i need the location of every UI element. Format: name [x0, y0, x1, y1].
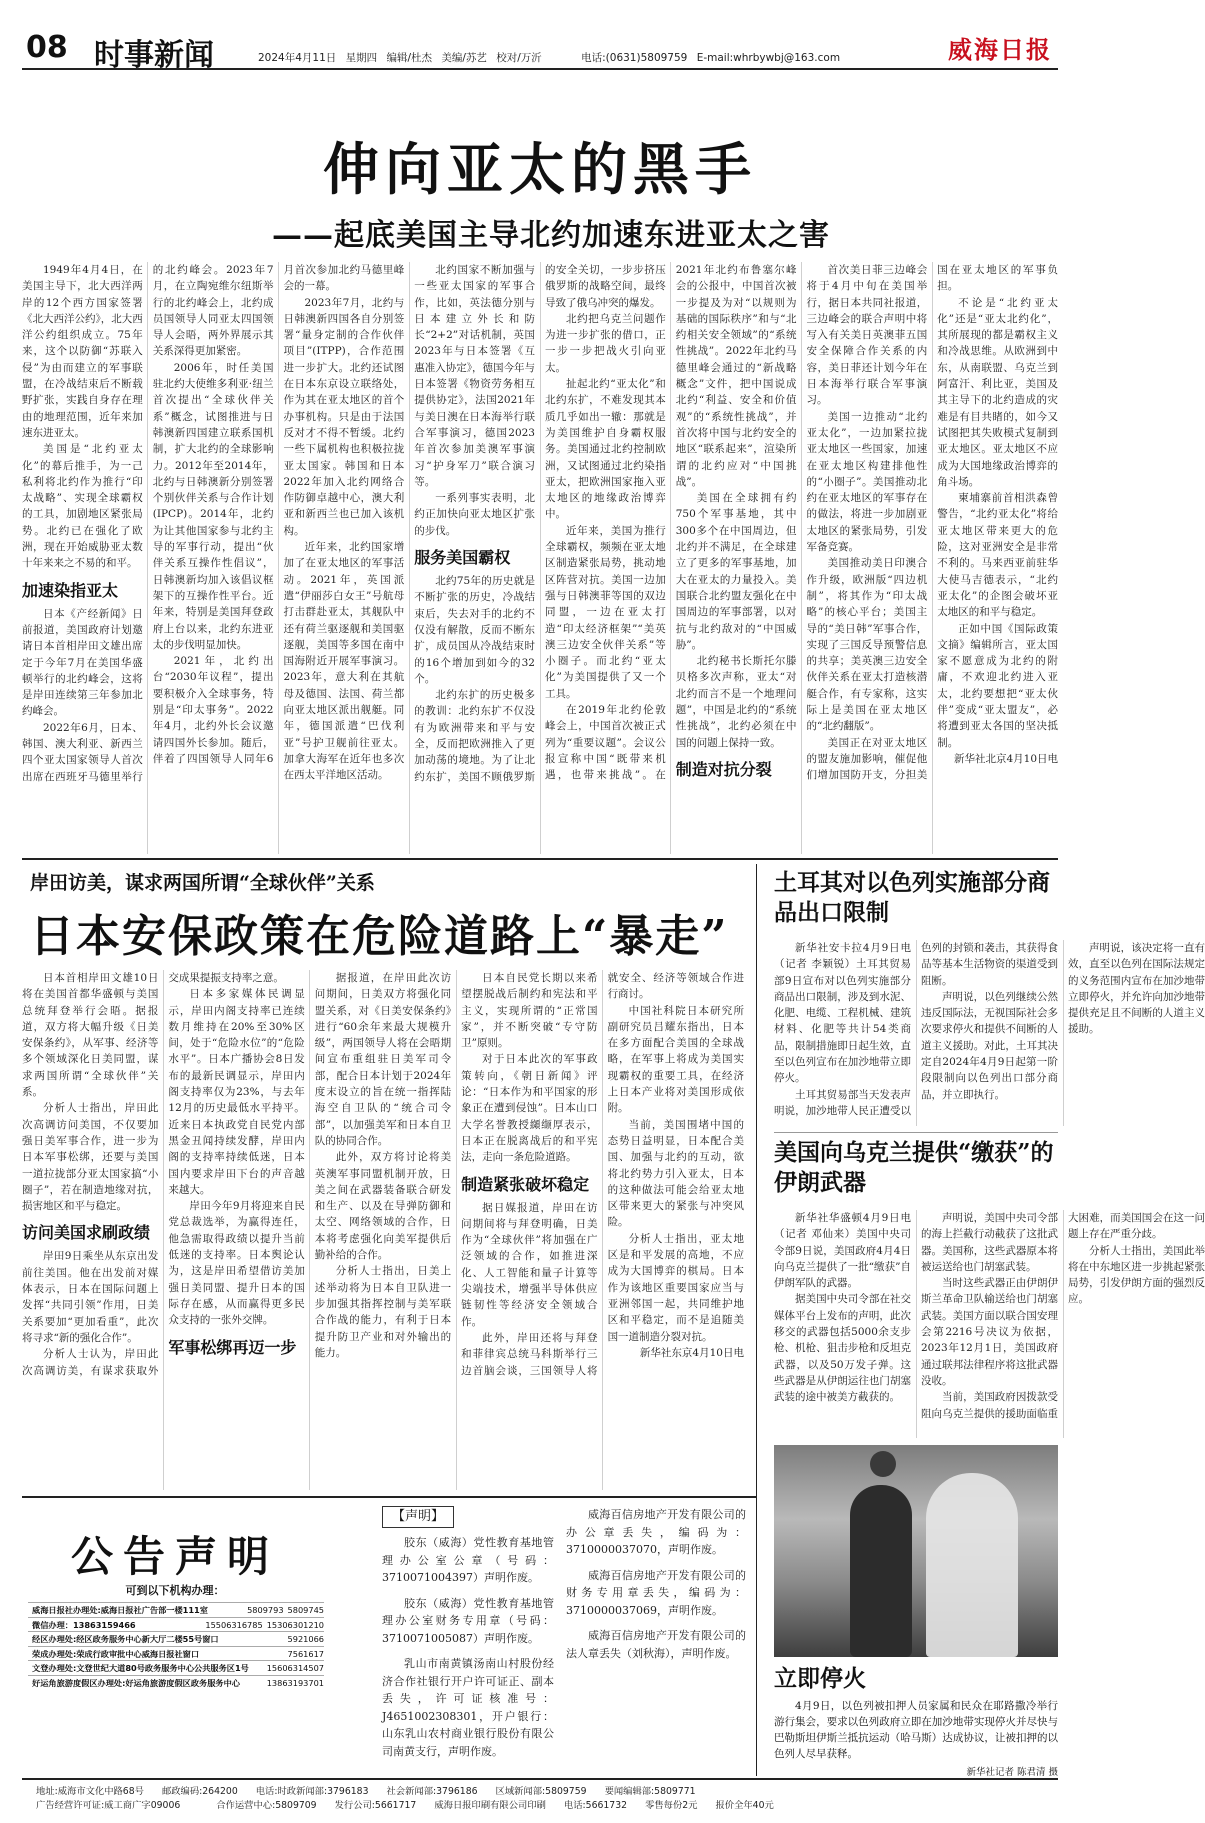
- contact-name: 经区办理处:经区政务服务中心新大厅二楼55号窗口: [32, 1634, 219, 1644]
- paragraph: 首次美日菲三边峰会将于4月中旬在美国举行，据日本共同社报道，三边峰会的联合声明中将写入有关美日英澳菲五国安全保障合作关系的内容，美日菲还计划今年在日本海举行联合军事演习。: [806, 264, 928, 407]
- paragraph: 声明说，该决定将一直有效，直至以色列在国际法规定的义务范围内宣布在加沙地带立即停火，并允许向加沙地带提供充足且不间断的人道主义援助。: [1068, 942, 1205, 1036]
- paragraph: 据美国中央司令部在社交媒体平台上发布的声明，此次移交的武器包括5000余支步枪、机枪、狙击步枪和反坦克武器，以及50万发子弹。这些武器是从伊朗运往也门胡塞武装的途中被美方截获的。: [774, 1293, 911, 1404]
- paragraph: 美国推动美日印澳合作升级，欧洲版“四边机制”，将其作为“印太战略”的核心平台；美国主导的“美日韩”军事合作，实现了三国反导预警信息的共享；美英澳三边安全伙伴关系在亚太打造核潜艇合作，有专家称，这实际上是美国在亚太地区的“北约翻版”。: [806, 557, 928, 733]
- notice-column: [382, 1534, 554, 1776]
- paragraph: 北约75年的历史就是不断扩张的历史，冷战结束后，失去对手的北约不仅没有解散，反而不断东扩，成员国从冷战结束时的16个增加到如今的32个。: [414, 575, 535, 685]
- paragraph: 岸田9日乘坐从东京出发前往美国。他在出发前对媒体表示，日本在国际问题上发挥“共同引领”作用，日美关系要加“更加看重”，此次将寻求“新的强化合作”。: [22, 1250, 159, 1344]
- lead-subheadline: ——起底美国主导北约加速东进亚太之害: [272, 218, 830, 253]
- ceasefire-caption: 4月9日，以色列被扣押人员家属和民众在耶路撒冷举行游行集会，要求以色列政府立即在加沙地带实现停火并尽快与巴勒斯坦伊斯兰抵抗运动（哈马斯）达成协议，让被扣押的以色列人尽早获释。: [774, 1700, 1058, 1760]
- section-heading: 加速染指亚太: [22, 580, 119, 600]
- notice-item: 威海百信房地产开发有限公司的财务专用章丢失，编码为：3710000037069，声明作废。: [566, 1568, 746, 1617]
- footer-item: 邮政编码:264200: [161, 1786, 238, 1797]
- paragraph: 据报道，在岸田此次访问期间，日美双方将强化同盟关系，对《日美安保条约》进行“60余年来最大规模升级”，两国领导人将在会晤期间宣布重组驻日美军司令部，配合日本计划于2024年度末设立的旨在统一指挥陆海空自卫队的“统合司令部”，以加强美军和日本自卫队的协同合作。: [314, 972, 452, 1147]
- footer-item: 要闻编辑部:5809771: [604, 1786, 696, 1797]
- page-footer: [22, 1778, 1058, 1810]
- paragraph: 扯起北约“亚太化”和北约东扩，不难发现其本质几乎如出一辙：那就是为美国维护自身霸权服务。美国通过北约控制欧洲，又试图通过北约染指亚太，把欧洲国家拖入亚太地区的地缘政治博弈中。: [545, 378, 666, 521]
- contact-name: 微信办理：13863159466: [32, 1619, 136, 1630]
- paragraph: 北约把乌克兰问题作为进一步扩张的借口，正一步一步把战火引向亚太。: [545, 312, 666, 374]
- lead-article-body: [22, 262, 1058, 854]
- contact-name: 文登办理处:文登世纪大道80号政务服务中心公共服务区1号: [32, 1663, 249, 1673]
- japan-kicker: 岸田访美，谋求两国所谓“全球伙伴”关系: [30, 872, 375, 894]
- page-number: 08: [26, 30, 68, 65]
- section-name: 时事新闻: [94, 38, 214, 73]
- dateline: 新华社东京4月10日电: [639, 1346, 744, 1359]
- japan-headline: 日本安保政策在危险道路上“暴走”: [30, 911, 729, 962]
- footer-item: 社会新闻部:3796186: [386, 1786, 478, 1797]
- paragraph: 土耳其贸易部当天发表声明说，加沙地带人民正遭受以色列的封锁和袭击，其获得食品等基本生活物资的渠道受到阻断。: [774, 942, 1058, 1117]
- footer-item: 区域新闻部:5809759: [495, 1786, 587, 1797]
- footer-row: [36, 1797, 792, 1811]
- notice-label: 【声明】: [382, 1506, 454, 1528]
- paragraph: 在2019年北约伦敦峰会上，中国首次被正式列为“重要议题”。会议公报宣称中国“既带来机遇，也带来挑战”。在2021年北约布鲁塞尔峰会的公报中，中国首次被一步提及为对“以规则为基础的国际秩序”和与“北约相关安全领域”的“系统性挑战”。2022年北约马德里峰会通过的“新战略概念”文件，把中国说成北约“利益、安全和价值观”的“系统性挑战”，并首次将中国与北约安全的地区“联系起来”，渲染所谓的北约应对“中国挑战”。: [545, 264, 797, 782]
- weekday: 星期四: [345, 52, 378, 64]
- footer-item: 威海日报印刷有限公司印刷: [434, 1800, 546, 1811]
- paragraph: 新华社安卡拉4月9日电（记者 李颖锐）土耳其贸易部9日宣布对以色列实施部分商品出口限制，涉及到水泥、化肥、电缆、工程机械、建筑材料、化肥等共计54类商品，限制措施即日起生效，直至以色列宣布在加沙地带立即停火。: [774, 942, 911, 1085]
- footer-item: 广告经营许可证:威工商广字09006: [36, 1800, 181, 1811]
- paragraph: 近年来，北约国家增加了在亚太地区的军事活动。2021年，英国派遣“伊丽莎白女王”号航母打击群赴亚太，其舰队中还有荷兰驱逐舰和美国驱逐舰，美国等多国在南中国海附近开展军事演习。2023年，意大利在其航母及德国、法国、荷兰都向亚太地区派出舰艇。同年，德国派遣“巴伐利亚”号护卫舰前往亚太。加拿大海军在近年也多次在西太平洋地区活动。: [283, 541, 405, 782]
- paragraph: 2023年7月，北约与日韩澳新四国各自分别签署“量身定制的合作伙伴项目”(ITPP)，合作范围进一步扩大。北约还试图在日本东京设立联络处，作为其在亚太地区的首个办事机构。只是由于法国反对才不得不暂缓。北约一些下属机构也积极拉拢亚太国家。韩国和日本2022年加入北约网络合作防御卓越中心，澳大利亚和新西兰也已加入该机构。: [283, 296, 405, 537]
- ceasefire-photo-credit: 新华社记者 陈君清 摄: [966, 1767, 1058, 1778]
- paragraph: 美国一边推动“北约亚太化”，一边加紧拉拢亚太地区一些国家，加速在亚太地区构建排他性的“小圈子”。美国推动北约在亚太地区的军事存在的做法，将进一步加剧亚太地区的紧张局势，引发军备竞赛。: [806, 410, 928, 554]
- paragraph: 美国正在对亚太地区的盟友施加影响，催促他们增加国防开支，分担美国在亚太地区的军事负担。: [806, 264, 1058, 782]
- contact-phone: 5809793: [247, 1605, 284, 1615]
- footer-item: 发行公司:5661717: [334, 1800, 417, 1811]
- ukraine-article-body: [774, 1210, 1205, 1438]
- paragraph: 分析人士指出，美国此举将在中东地区进一步挑起紧张局势，引发伊朗方面的强烈反应。: [1068, 1244, 1205, 1306]
- paragraph: 一系列事实表明，北约正加快向亚太地区扩张的步伐。: [414, 492, 535, 537]
- notice-column: [566, 1506, 746, 1776]
- contact-name: 好运角旅游度假区办理处:好运角旅游度假区政务服务中心: [32, 1677, 240, 1688]
- ceasefire-headline: 立即停火: [774, 1665, 866, 1692]
- paragraph: 2021年，北约出台“2030年议程”，提出要积极介入全球事务，特别是“印太事务”。2022年4月，北约外长会议邀请四国外长参加。随后，伴着了四国领导人同年6月首次参加北约马德里峰会的一幕。: [152, 264, 405, 765]
- footer-item: 合作运营中心:5809709: [216, 1800, 317, 1811]
- paragraph: 分析人士指出，日美上述举动将为日本自卫队进一步加强其指挥控制与美军联合作战的能力，有利于日本提升防卫产业和对外输出的能力。: [314, 1265, 452, 1359]
- ukraine-headline: 美国向乌克兰提供“缴获”的伊朗武器: [774, 1139, 1054, 1196]
- contact-phone: 15606314507: [266, 1663, 324, 1673]
- contact-row: [28, 1660, 324, 1675]
- notice-title: 公告声明: [70, 1532, 279, 1581]
- paragraph: 声明说，以色列继续公然违反国际法，无视国际社会多次要求停火和提供不间断的人道主义援助。对此，土耳其决定自2024年4月9日起第一阶段限制向以色列出口部分商品，并立即执行。: [921, 990, 1058, 1101]
- footer-row: [36, 1783, 714, 1797]
- notice-item: 威海百信房地产开发有限公司的办公章丢失，编码为：3710000037070，声明作废。: [566, 1508, 746, 1556]
- paragraph: 日本自民党长期以来希望摆脱战后制约和宪法和平主义，实现所谓的“正常国家”，并不断突破“专守防卫”原则。: [461, 972, 598, 1050]
- contact-phone: 5809745: [287, 1605, 324, 1615]
- paragraph: 当前，美国围堵中国的态势日益明显，日本配合美国、加强与北约的互动，欲将北约势力引入亚太，日本的这种做法可能会给亚太地区带来更大的紧张与冲突风险。: [607, 1118, 744, 1229]
- column-divider: [756, 864, 757, 1776]
- japan-article-body: [22, 970, 744, 1490]
- paragraph: 美国在全球拥有约750个军事基地，其中300多个在中国周边，但北约并不满足，在全球建立了更多的军事基地，加大在亚太的力量投入。美国联合北约盟友强化在中国周边的军事部署，以对抗与北约敌对的“中国威胁”。: [675, 492, 797, 651]
- footer-item: 零售每份2元: [645, 1800, 698, 1811]
- paragraph: 岸田今年9月将迎来自民党总裁选举，为赢得连任，他急需取得政绩以提升当前低迷的支持率。日本舆论认为，这是岸田希望借访美加强日美同盟、提升日本的国际存在感，从而赢得更多民众支持的一张外交牌。: [168, 1200, 305, 1327]
- notice-item: 威海百信房地产开发有限公司的法人章丢失（刘秋海），声明作废。: [566, 1629, 746, 1660]
- paragraph: 新华社华盛顿4月9日电（记者 邓仙来）美国中央司令部9日说，美国政府4月4日向乌克兰提供了一批“缴获”自伊朗军队的武器。: [774, 1212, 911, 1290]
- header-meta: [258, 50, 846, 65]
- paragraph: 柬埔寨前首相洪森曾警告，“北约亚太化”将给亚太地区带来更大的危险，这对亚洲安全是非常不利的。马来西亚前驻华大使马吉德表示，“北约亚太化”的企图会破坏亚太地区的和平与稳定。: [937, 492, 1058, 619]
- contact-name: 荣成办理处:荣成行政审批中心威海日报社窗口: [32, 1648, 200, 1659]
- paragraph: 近年来，美国为推行全球霸权，频频在亚太地区制造紧张局势，挑动地区阵营对抗。美国一边加强与日韩澳菲等国的双边同盟，一边在亚太打造“印太经济框架”“美英澳三边安全伙伴关系”等小圈子。而北约“亚太化”为美国提供了又一个工具。: [545, 524, 666, 700]
- paragraph: 声明说，美国中央司令部的海上拦截行动截获了这批武器。美国称，这些武器原本将被运送给也门胡塞武装。: [921, 1212, 1058, 1273]
- footer-item: 电话:时政新闻部:3796183: [255, 1786, 369, 1797]
- paragraph: 日本首相岸田文雄10日将在美国首都华盛顿与美国总统拜登举行会晤。据报道，双方将大幅升级《日美安保条约》，从军事、经济等多个领域深化日美同盟，谋求两国所谓“全球伙伴”关系。: [22, 972, 159, 1099]
- section-heading: 制造紧张破坏稳定: [461, 1174, 590, 1194]
- notice-contacts: [28, 1602, 324, 1689]
- turkey-article-body: [774, 940, 1205, 1126]
- notice-subtitle: 可到以下机构办理：: [125, 1584, 225, 1597]
- paragraph: 当时这些武器正由伊朗伊斯兰革命卫队输送给也门胡塞武装。美国方面以联合国安理会第2216号决议为依据，2023年12月1日，美国政府通过联邦法律程序将这批武器没收。: [921, 1277, 1058, 1387]
- editor: 编辑/杜杰: [386, 52, 432, 64]
- proofreader: 校对/万沂: [496, 52, 542, 64]
- paragraph: 日本《产经新闻》日前报道，美国政府计划邀请日本首相岸田文雄出席定于今年7月在美国华盛顿举行的北约峰会，这将是岸田连续第三年参加北约峰会。: [22, 607, 143, 718]
- paragraph: 分析人士认为，岸田此次高调访美，有谋求获取外交成果提振支持率之意。: [22, 972, 284, 1377]
- paragraph: 中国社科院日本研究所副研究员吕耀东指出，日本在多方面配合美国的全球战略，在军事上将成为美国实现霸权的重要工具，在经济上日本产业将对美国形成依附。: [607, 1004, 744, 1115]
- paragraph: 此外，双方将讨论将美英澳军事同盟机制开放，日美之间在武器装备联合研发和生产、以及在导弹防御和太空、网络领域的合作，日本将考虑强化向美军提供后勤补给的合作。: [314, 1151, 452, 1262]
- notice-item: 乳山市南黄镇汤南山村股份经济合作社银行开户许可证正、副本丢失，许可证核准号：J4651002308301，开户银行：山东乳山农村商业银行股份有限公司南黄支行，声明作废。: [382, 1657, 554, 1758]
- section-heading: 访问美国求刷政绩: [22, 1223, 151, 1243]
- ceasefire-photo: [774, 1445, 1058, 1657]
- paragraph: 日本多家媒体民调显示，岸田内阁支持率已连续数月维持在20%至30%区间，处于“危险水位”的“危险水平”。日本广播协会8日发布的最新民调显示，岸田内阁支持率仅为23%，与去年12月的历史最低水平持平。近来日本执政党自民党内部黑金丑闻持续发酵，岸田内阁的支持率持续低迷，日本国内要求岸田下台的声音越来越大。: [168, 988, 305, 1196]
- newspaper-page: [22, 22, 1205, 1811]
- contact-phone: 7561617: [287, 1648, 324, 1659]
- footer-item: 地址:威海市文化中路68号: [36, 1786, 144, 1797]
- notice-item: 胶东（威海）党性教育基地管理办公室财务专用章（号码：3710071005087）声明作废。: [382, 1596, 554, 1645]
- dateline: 新华社北京4月10日电: [953, 752, 1058, 765]
- paragraph: 分析人士指出，亚太地区是和平发展的高地，不应成为大国博弈的棋局。日本作为该地区重要国家应当与亚洲邻国一起，共同维护地区和平稳定，而不是追随美国一道制造分裂对抗。: [607, 1232, 744, 1343]
- contact-row: [28, 1631, 324, 1646]
- section-divider: [22, 858, 1058, 860]
- paragraph: 分析人士指出，岸田此次高调访问美国，不仅要加强日美军事合作，进一步为日本军事松绑，还要与美国一道拉拢部分亚太国家搞“小圈子”，若在制造地缘对抗，损害地区和平与稳定。: [22, 1102, 159, 1213]
- section-heading: 军事松绑再迈一步: [168, 1337, 297, 1357]
- lead-headline: 伸向亚太的黑手: [323, 137, 757, 203]
- notice-item: 胶东（威海）党性教育基地管理办公室公章（号码：3710071004397）声明作废。: [382, 1536, 554, 1584]
- paragraph: 美国是“北约亚太化”的幕后推手，为一己私利将北约作为推行“印太战略”、实现全球霸权的工具，加剧地区紧张局势。北约已在强化了欧洲，现在开始威胁亚太数十年来来之不易的和平。: [22, 443, 143, 570]
- paper-logo: 威海日报: [948, 35, 1052, 64]
- paragraph: 对于日本此次的军事政策转向，《朝日新闻》评论：“日本作为和平国家的形象正在遭到侵蚀”。日本山口大学名誉教授纐缬厚表示，日本正在脱离战后的和平宪法，走向一条危险道路。: [461, 1053, 598, 1164]
- phone: 电话:(0631)5809759: [581, 52, 688, 64]
- designer: 美编/苏艺: [441, 52, 487, 64]
- email: E-mail:whrbywbj@163.com: [696, 52, 841, 64]
- section-heading: 服务美国霸权: [414, 548, 511, 568]
- issue-date: 2024年4月11日: [258, 52, 337, 64]
- footer-item: 报价全年40元: [715, 1800, 774, 1811]
- contact-row: [28, 1602, 324, 1617]
- paragraph: 2022年6月，日本、韩国、澳大利亚、新西兰四个亚太国家领导人首次出席在西班牙马德里举行的北约峰会。2023年7月，在立陶宛维尔纽斯举行的北约峰会上，北约成员国领导人同亚太四国领导人会晤，两外界展示其关系深得更加紧密。: [22, 264, 274, 783]
- contact-phone: 5921066: [287, 1634, 324, 1644]
- contact-name: 威海日报社办理处:威海日报社广告部一楼111室: [32, 1605, 208, 1615]
- page-header: [22, 22, 1058, 73]
- paragraph: 北约东扩的历史极多的教训：北约东扩不仅没有为欧洲带来和平与安全，反而把欧洲推入了更加动荡的境地。为了让北约东扩，美国不顾俄罗斯的安全关切，一步步挤压俄罗斯的战略空间，最终导致了俄乌冲突的爆发。: [414, 264, 666, 783]
- turkey-headline: 土耳其对以色列实施部分商品出口限制: [774, 869, 1050, 926]
- contact-phone: 13863193701: [266, 1677, 324, 1688]
- contact-row: [28, 1617, 324, 1632]
- contact-row: [28, 1675, 324, 1690]
- paragraph: 此外，岸田还将与拜登和菲律宾总统马科斯举行三边首脑会谈，三国领导人将就安全、经济等领域合作进行商讨。: [461, 972, 744, 1377]
- paragraph: 北约秘书长斯托尔滕贝格多次声称，亚太“对北约而言不是一个地理问题”，中国是北约的“系统性挑战”，北约必须在中国的问题上保持一致。: [675, 655, 797, 749]
- footer-item: 电话:5661732: [563, 1800, 628, 1811]
- section-heading: 制造对抗分裂: [675, 759, 772, 779]
- paragraph: 正如中国《国际政策文摘》编辑所言，亚太国家不愿意成为北约的附庸，不欢迎北约进入亚太，北约要想把“亚太伙伴”变成“亚太盟友”，必将遭到亚太各国的坚决抵制。: [937, 622, 1058, 749]
- side-divider: [774, 1132, 1058, 1133]
- contact-phone: 15506316785: [205, 1619, 263, 1630]
- contact-row: [28, 1646, 324, 1661]
- paragraph: 2006年，时任美国驻北约大使维多利亚·纽兰首次提出“全球伙伴关系”概念，试图推进与日韩澳新四国建立联系国机制，扩大北约的全球影响力。2012年至2014年，北约与日韩澳新分别签署个别伙伴关系与合作计划(IPCP)。2014年，北约为让其他国家参与北约主导的军事行动，提出“伙伴关系互操作性倡议”，日韩澳新均加入该倡议框架下的互操作性平台。近年来，特别是美国拜登政府上台以来，北约东进亚太的步伐明显加快。: [152, 361, 274, 651]
- contact-phone: 15306301210: [266, 1619, 324, 1630]
- paragraph: 北约国家不断加强与一些亚太国家的军事合作，比如，英法德分别与日本建立外长和防长“2+2”对话机制，英国2023年与日本签署《互惠准入协定》，德国今年与日本签署《物资劳务相互提供协定》，法国2021年与美日澳在日本海举行联合军事演习，德国2023年首次参加美澳军事演习“护身军刀”联合演习等。: [414, 264, 535, 488]
- paragraph: 1949年4月4日，在美国主导下，北大西洋两岸的12个西方国家签署《北大西洋公约》，北大西洋公约组织成立。75年来，这个以防御“苏联入侵”为由而建立的军事联盟，在冷战结束后不断载野扩张，实践自身存在理由的地理范围，近年来加速东进亚太。: [22, 264, 143, 439]
- paragraph: 不论是“北约亚太化”还是“亚太北约化”，其所展现的都是霸权主义和冷战思维。从欧洲到中东，从南联盟、乌克兰到阿富汗、利比亚，美国及其主导下的北约造成的灾难是有目共睹的，如今又试图把其失败模式复制到亚太地区。亚太地区不应成为大国地缘政治博弈的角斗场。: [937, 296, 1058, 488]
- notice-divider: [22, 1496, 756, 1498]
- paragraph: 当前，美国政府因拨款受阻向乌克兰提供的援助面临重大困难，而美国国会在这一问题上存在严重分歧。: [921, 1212, 1205, 1420]
- paragraph: 据日媒报道，岸田在访问期间将与拜登明确，日美作为“全球伙伴”将加强在广泛领域的合作，如推进深化、人工智能和量子计算等尖端技术，增强半导体供应链韧性等经济安全领域合作。: [461, 1201, 598, 1328]
